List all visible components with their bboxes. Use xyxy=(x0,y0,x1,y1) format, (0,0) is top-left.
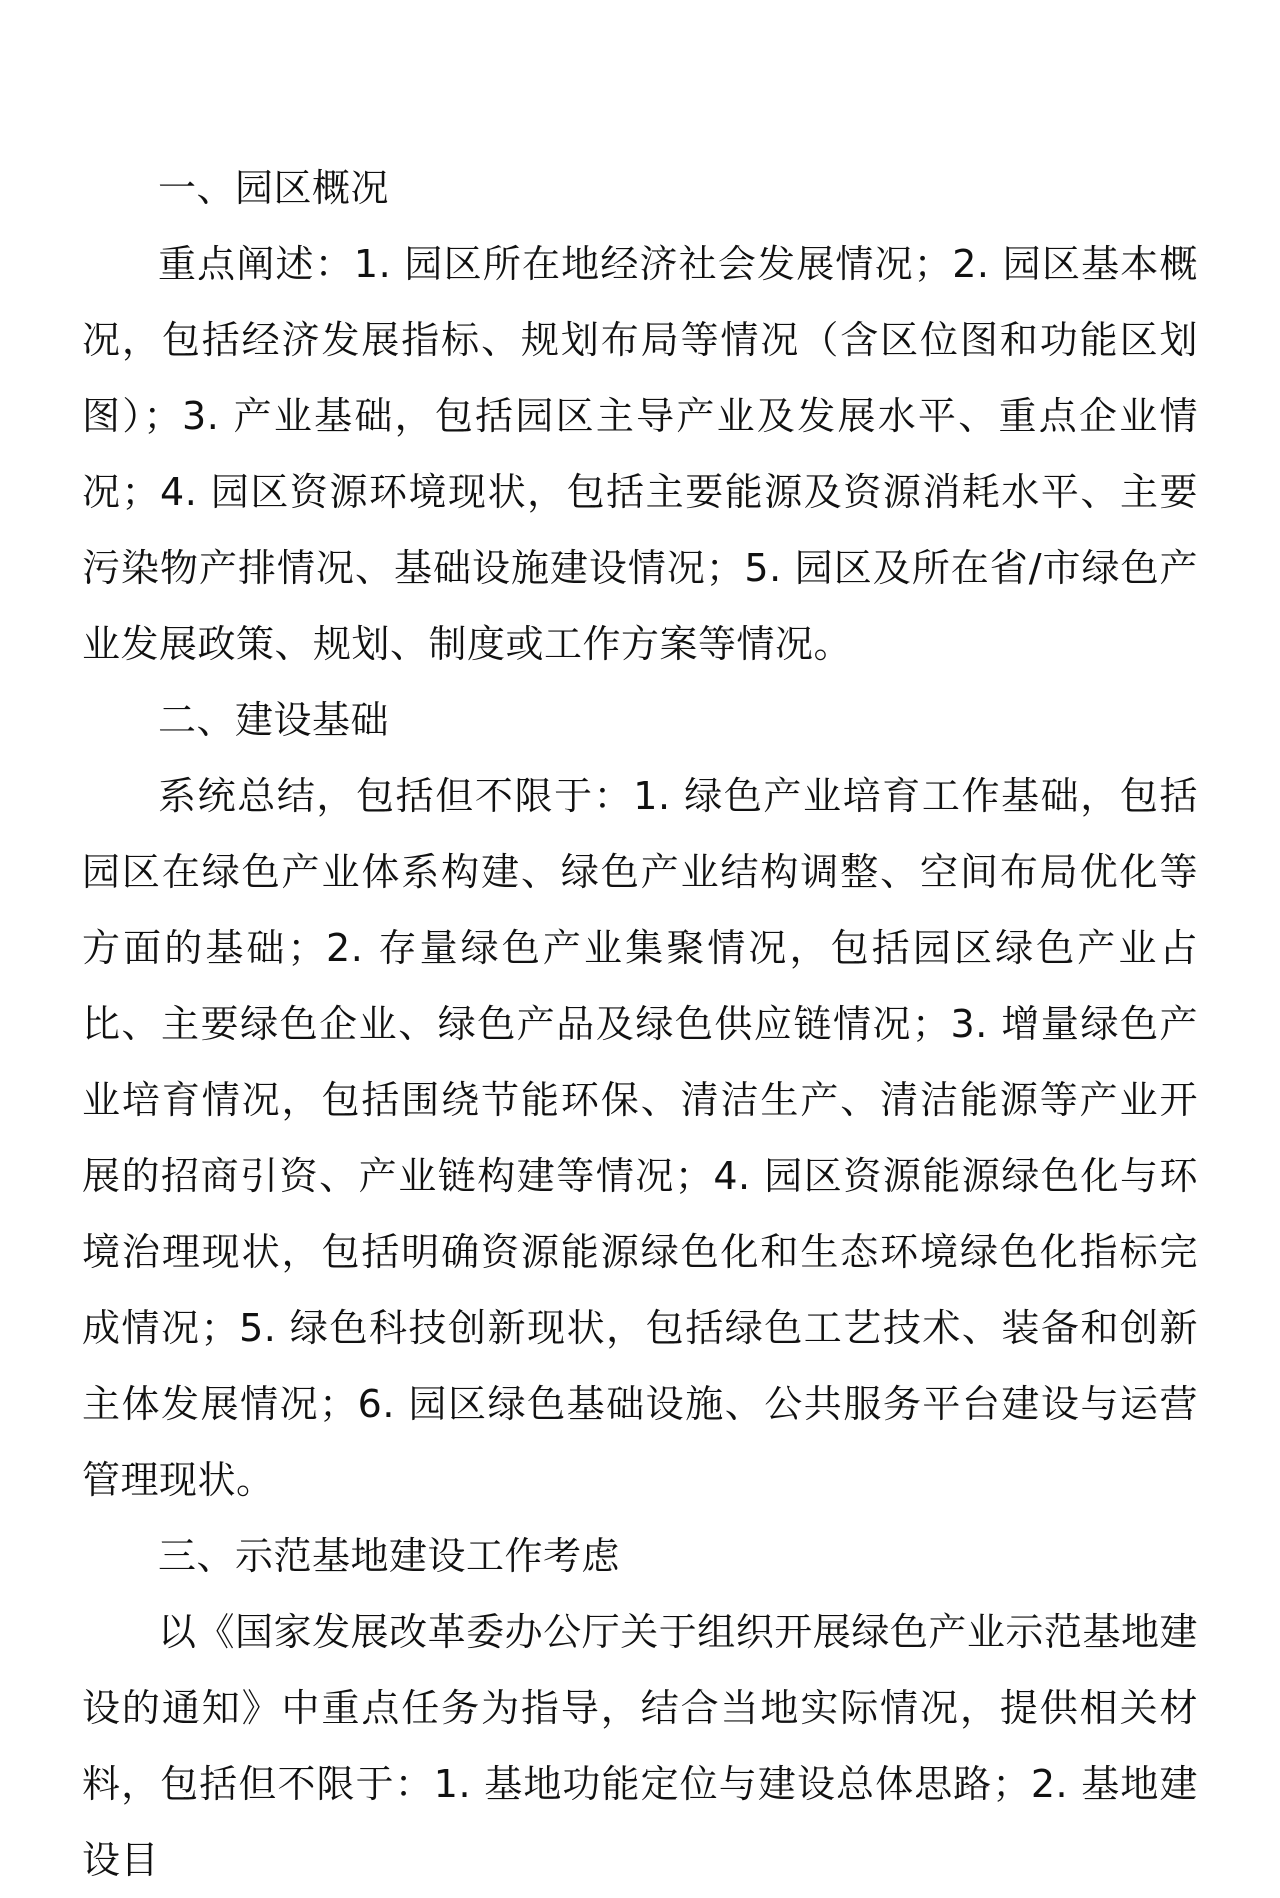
section-body-1: 重点阐述：1. 园区所在地经济社会发展情况；2. 园区基本概况，包括经济发展指标、规划布局等情况（含区位图和功能区划图）；3. 产业基础，包括园区主导产业及发展水平、重点企业情况；4. 园区资源环境现状，包括主要能源及资源消耗水平、主要污染物产排情况、基础设施建设情况；5. 园区及所在省/市绿色产业发展政策、规划、制度或工作方案等情况。 xyxy=(82,242,1198,666)
section-heading-3: 三、示范基地建设工作考虑 xyxy=(158,1534,621,1578)
section-body-2: 系统总结，包括但不限于：1. 绿色产业培育工作基础，包括园区在绿色产业体系构建、绿色产业结构调整、空间布局优化等方面的基础；2. 存量绿色产业集聚情况，包括园区绿色产业占比、主要绿色企业、绿色产品及绿色供应链情况；3. 增量绿色产业培育情况，包括围绕节能环保、清洁生产、清洁能源等产业开展的招商引资、产业链构建等情况；4. 园区资源能源绿色化与环境治理现状，包括明确资源能源绿色化和生态环境绿色化指标完成情况；5. 绿色科技创新现状，包括绿色工艺技术、装备和创新主体发展情况；6. 园区绿色基础设施、公共服务平台建设与运营管理现状。 xyxy=(82,774,1198,1502)
section-heading-1: 一、园区概况 xyxy=(158,166,390,210)
section-heading-2: 二、建设基础 xyxy=(158,698,390,742)
section-body-3: 以《国家发展改革委办公厅关于组织开展绿色产业示范基地建设的通知》中重点任务为指导，结合当地实际情况，提供相关材料，包括但不限于：1. 基地功能定位与建设总体思路；2. 基地建设目 xyxy=(82,1610,1198,1882)
